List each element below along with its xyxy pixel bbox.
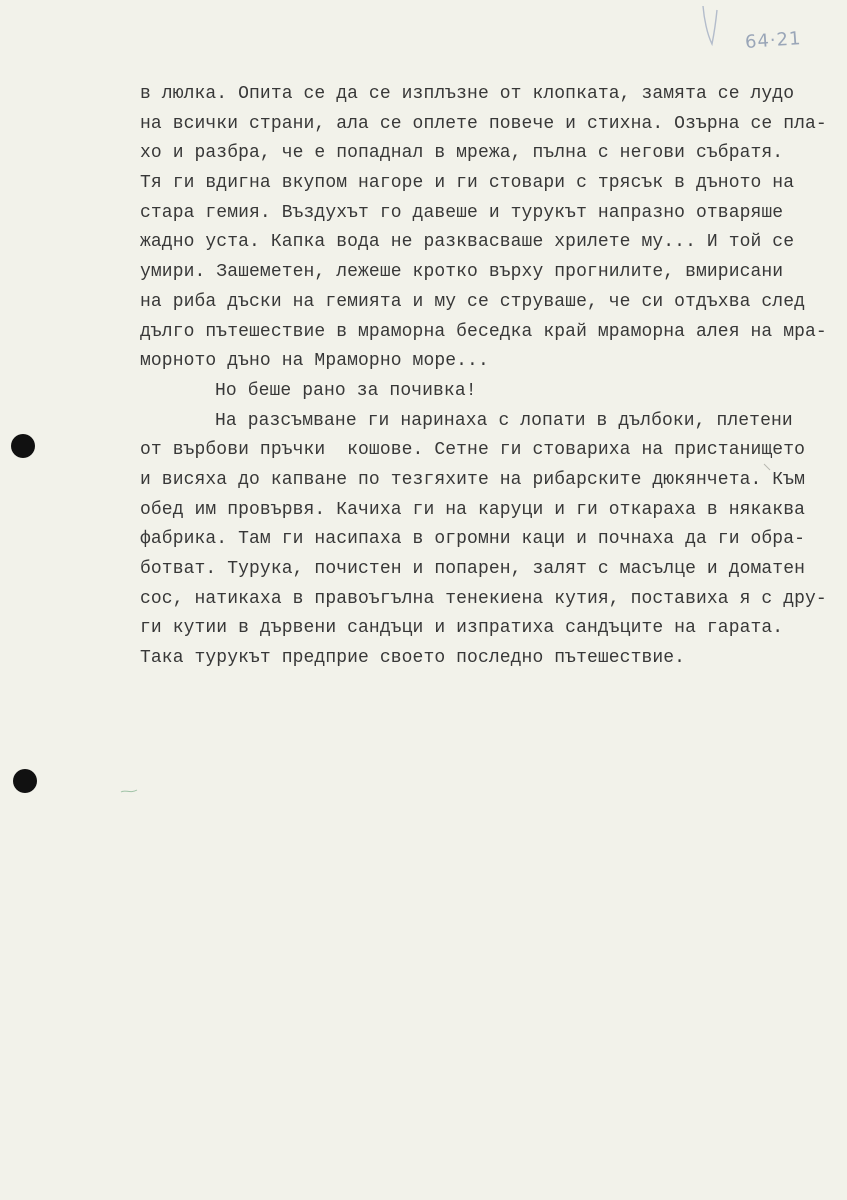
text-line: Но беше рано за почивка!: [215, 380, 477, 401]
text-line: сос, натикаха в правоъгълна тенекиена кутия, поставиха я с дру-: [140, 588, 827, 609]
paragraph-2: [140, 377, 830, 407]
text-line: дълго пътешествие в мраморна беседка край мраморна алея на мра-: [140, 321, 827, 342]
text-line: стара гемия. Въздухът го давеше и турукът напразно отваряше: [140, 202, 784, 223]
text-line: хо и разбра, че е попаднал в мрежа, пълна с негови събратя.: [140, 143, 784, 164]
text-line: на всички страни, ала се оплете повече и стихна. Озърна се пла-: [140, 113, 827, 134]
text-line: На разсъмване ги наринаха с лопати в дълбоки, плетени: [215, 410, 793, 431]
margin-pencil-mark: [120, 786, 138, 796]
text-line: ботват. Турука, почистен и попарен, залят с масълце и доматен: [140, 559, 806, 579]
paragraph-3: [140, 407, 830, 674]
text-line: жадно уста. Капка вода не разквасваше хрилете му... И той се: [140, 232, 795, 253]
punch-hole-bottom: [13, 769, 37, 793]
paragraph-1: [140, 80, 830, 377]
text-line: ги кутии в дървени сандъци и изпратиха сандъците на гарата.: [140, 618, 784, 639]
typewritten-text: [140, 80, 830, 674]
text-line: от върбови пръчки кошове. Сетне ги стовариха на пристанището: [140, 440, 806, 461]
text-line: Тя ги вдигна вкупом нагоре и ги стовари с трясък в дъното на: [140, 173, 795, 194]
text-line: обед им провървя. Качиха ги на каруци и ги откараха в някаква: [140, 499, 806, 520]
text-line: морното дъно на Мраморно море...: [140, 351, 489, 372]
text-line: Така турукът предприе своето последно пътешествие.: [140, 648, 686, 669]
punch-hole-top: [11, 434, 35, 458]
text-line: и висяха до капване по тезгяхите на рибарските дюкянчета. Към: [140, 469, 806, 490]
text-line: умири. Зашеметен, лежеше кротко върху прогнилите, вмирисани: [140, 262, 784, 283]
page-number: 64·21: [744, 28, 803, 53]
text-line: фабрика. Там ги насипаха в огромни каци и почнаха да ги обра-: [140, 529, 806, 550]
text-line: на риба дъски на гемията и му се струваше, че си отдъхва след: [140, 291, 806, 312]
text-line: в люлка. Опита се да се изплъзне от клопката, замята се лудо: [140, 84, 795, 104]
pencil-check-mark: [700, 4, 720, 48]
